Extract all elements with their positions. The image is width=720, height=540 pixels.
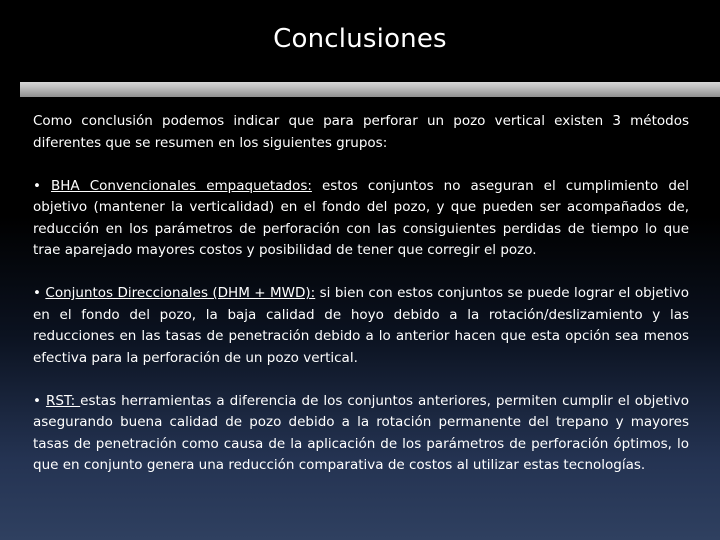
bullet-text-direccionales: si bien con estos conjuntos se puede lograr el objetivo en el fondo del pozo, la baja calidad de hoyo debido a la rotación/deslizamiento y las reducciones en las tasas de penetración debido a lo anterior hacen que esta opción sea menos efectiva para la perforación de un pozo vertical. bbox=[33, 285, 689, 366]
intro-paragraph: Como conclusión podemos indicar que para perforar un pozo vertical existen 3 métodos diferentes que se resumen en los siguientes grupos: bbox=[33, 113, 689, 151]
title-divider-bar bbox=[20, 82, 720, 97]
bullet-text-rst: estas herramientas a diferencia de los conjuntos anteriores, permiten cumplir el objetivo asegurando buena calidad de pozo debido a la rotación permanente del trepano y mayores tasas de penetración como causa de la aplicación de los parámetros de perforación óptimos, lo que en conjunto genera una reducción comparativa de costos al utilizar estas tecnologías. bbox=[33, 392, 689, 473]
bullet-marker: • bbox=[33, 177, 41, 194]
bullet-label-bha: BHA Convencionales empaquetados: bbox=[51, 177, 312, 194]
bullet-bha bbox=[33, 176, 689, 262]
bullet-direccionales bbox=[33, 283, 689, 369]
bullet-label-direccionales: Conjuntos Direccionales (DHM + MWD): bbox=[45, 285, 316, 301]
bullet-text-bha: estos conjuntos no aseguran el cumplimiento del objetivo (mantener la verticalidad) en el fondo del pozo, y que pueden ser acompañados de, reducción en los parámetros de perforación con las consiguientes perdidas de tiempo lo que trae aparejado mayores costos y posibilidad de tener que corregir el pozo. bbox=[33, 177, 689, 258]
slide-body bbox=[33, 111, 689, 477]
bullet-marker: • bbox=[33, 392, 41, 409]
bullet-label-rst: RST: bbox=[45, 392, 81, 409]
bullet-marker: • bbox=[33, 285, 41, 301]
slide-title: Conclusiones bbox=[273, 24, 447, 54]
bullet-rst bbox=[33, 391, 689, 477]
